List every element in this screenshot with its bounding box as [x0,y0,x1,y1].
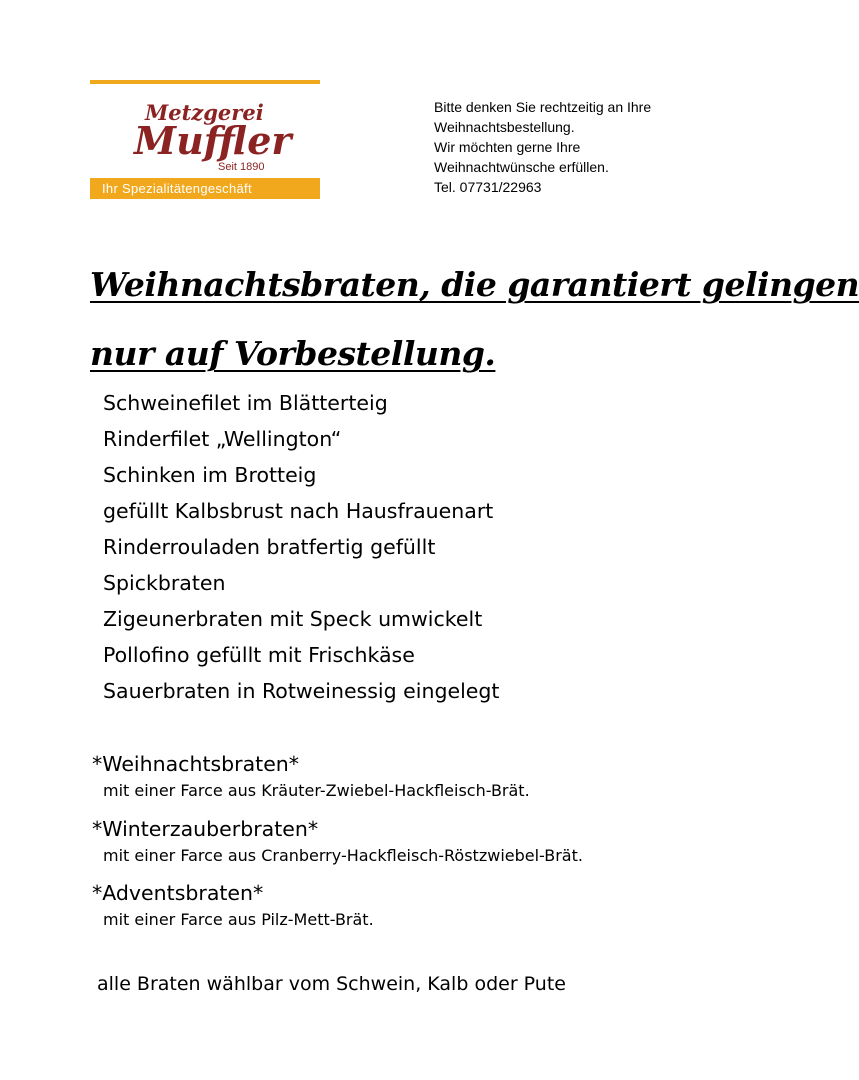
list-item: Spickbraten [103,571,226,595]
headline-text: Weihnachtsbraten, die garantiert gelingen [90,265,859,304]
headline-text: nur auf Vorbestellung. [90,334,496,373]
logo-line1: Metzgerei [145,100,264,125]
special-name: *Adventsbraten* [92,881,264,905]
list-item: Pollofino gefüllt mit Frischkäse [103,643,415,667]
notice-line: Bitte denken Sie rechtzeitig an Ihre [434,99,652,115]
list-item: Schinken im Brotteig [103,463,317,487]
list-item: gefüllt Kalbsbrust nach Hausfrauenart [103,499,494,523]
special-name: *Weihnachtsbraten* [92,752,300,776]
notice-line: Weihnachtsbestellung. [434,119,575,135]
roast-list [103,385,499,709]
list-item: Rinderrouladen bratfertig gefüllt [103,535,436,559]
headline-line1 [90,265,859,305]
order-notice [434,97,734,197]
list-item: Rinderfilet „Wellington“ [103,427,342,451]
logo-wordmark [90,86,320,178]
special-name: *Winterzauberbraten* [92,817,319,841]
logo [90,80,320,199]
special-roast [92,750,530,804]
list-item: Sauerbraten in Rotweinessig eingelegt [103,679,500,703]
special-roast [92,815,583,869]
notice-line: Weihnachtwünsche erfüllen. [434,159,609,175]
list-item: Zigeunerbraten mit Speck umwickelt [103,607,483,631]
special-description: mit einer Farce aus Cranberry-Hackfleisch-Röstzwiebel-Brät. [103,846,583,865]
special-description: mit einer Farce aus Kräuter-Zwiebel-Hackfleisch-Brät. [103,781,530,800]
logo-top-line [90,80,320,84]
logo-line2: Muffler [134,118,292,163]
special-description: mit einer Farce aus Pilz-Mett-Brät. [103,910,374,929]
list-item: Schweinefilet im Blätterteig [103,391,388,415]
logo-since: Seit 1890 [218,161,265,173]
notice-phone: Tel. 07731/22963 [434,179,542,195]
footer-note: alle Braten wählbar vom Schwein, Kalb oder Pute [97,973,566,995]
logo-tagline: Ihr Spezialitätengeschäft [90,178,320,199]
notice-line: Wir möchten gerne Ihre [434,139,581,155]
special-roast [92,879,374,933]
headline-line2 [90,334,730,374]
